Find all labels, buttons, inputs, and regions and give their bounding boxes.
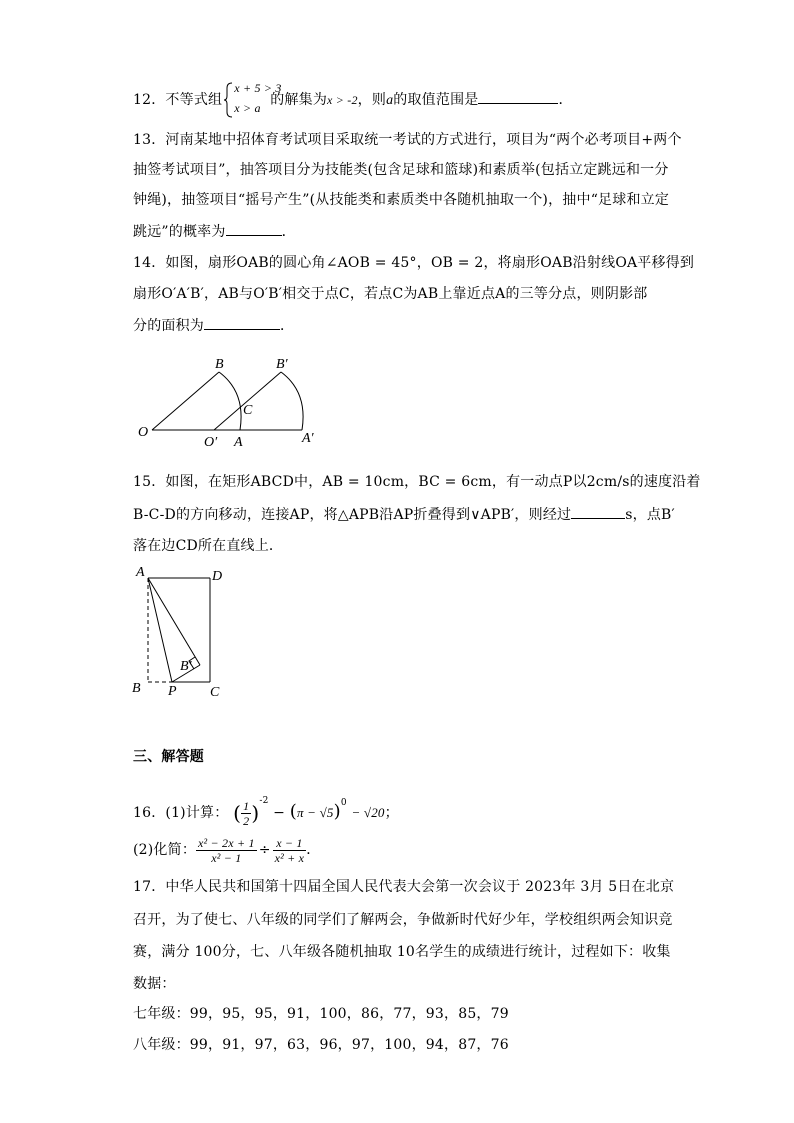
- inequality-system: [224, 81, 282, 118]
- q12-suffix1: ，则: [357, 92, 387, 108]
- segment-opbp: [214, 372, 281, 430]
- frac2-num: x − 1: [273, 836, 307, 851]
- inequality-2: x > a: [234, 101, 261, 115]
- section-heading: 三、解答题: [133, 749, 204, 765]
- q16-part-2: [133, 833, 320, 867]
- q13-line-4-text: 跳远”的概率为: [133, 224, 226, 240]
- half-num: 1: [243, 798, 250, 813]
- fraction-half: [241, 799, 251, 828]
- q13-line-4: [133, 221, 296, 242]
- arc-apbp: [281, 372, 303, 430]
- question-12: [133, 82, 573, 118]
- q17-line-3: 赛，满分 100分，七、八年级各随机抽取 10名学生的成绩进行统计，过程如下：收集: [133, 944, 671, 960]
- root20-term: − √20: [351, 805, 385, 820]
- q17-line-4: 数据：: [133, 976, 176, 992]
- q15-line-1: 15．如图，在矩形ABCD中，AB = 10cm，BC = 6cm，有一动点P以2cm/s的速度沿着: [133, 474, 701, 490]
- fraction-2: [273, 836, 307, 865]
- segment-ob: [152, 372, 219, 430]
- label-a: A: [234, 435, 243, 450]
- arc-ab: [219, 372, 241, 430]
- sector-figure: [138, 352, 328, 452]
- q14-line-1: 14．如图，扇形OAB的圆心角∠AOB = 45°，OB = 2，将扇形OAB沿射线OA平移得到: [133, 255, 695, 271]
- q16-part-1: [133, 786, 399, 828]
- q16-p2-prefix: (2)化简：: [133, 842, 197, 858]
- grade8-data: 八年级：99，91，97，63，96，97，100，94，87，76: [133, 1037, 509, 1053]
- exp-zero: 0: [340, 798, 347, 808]
- pi-minus-root5: π − √5: [297, 805, 334, 820]
- answer-blank[interactable]: [226, 221, 282, 236]
- minus-sign: −: [273, 805, 286, 821]
- paren-open-2: (: [289, 801, 297, 822]
- frac2-den: x² + x: [274, 850, 305, 865]
- answer-blank[interactable]: [478, 89, 558, 104]
- paren-close-2: ): [333, 801, 341, 822]
- grade7-data: 七年级：99，95，95，91，100，86，77，93，85，79: [133, 1006, 509, 1022]
- frac1-num: x² − 2x + 1: [198, 835, 255, 850]
- q13-end: ．: [281, 224, 296, 240]
- q12-prefix: 12．不等式组: [133, 92, 223, 108]
- q17-line-1: 17．中华人民共和国第十四届全国人民代表大会第一次会议于 2023年 3月 5日在北京: [133, 879, 675, 895]
- q15-line-2: [133, 504, 675, 525]
- divide-sign: ÷: [258, 842, 271, 858]
- label-d: D: [212, 569, 223, 584]
- frac1-den: x² − 1: [211, 850, 242, 865]
- fraction-1: [196, 836, 257, 865]
- q12-end: ．: [558, 92, 573, 108]
- label-b-prime: B′: [276, 357, 288, 372]
- q14-line-2: 扇形O′A′B′，AB与O′B′相交于点C，若点C为AB上靠近点A的三等分点，则阴影部: [133, 286, 648, 302]
- exp-neg2: -2: [259, 796, 269, 806]
- q16-p1-end: ；: [384, 805, 399, 821]
- q15-line-2-text: B-C-D的方向移动，连接AP，将△APB沿AP折叠得到∨APB′，则经过: [133, 507, 572, 523]
- q14-end: ．: [280, 318, 295, 334]
- brace-icon: [224, 82, 234, 118]
- q16-p1-prefix: 16．(1)计算：: [133, 805, 229, 821]
- label-c: C: [243, 403, 253, 418]
- q15-line-2-tail: s，点B′: [625, 507, 675, 523]
- q14-line-3-text: 分的面积为: [133, 318, 204, 334]
- label-o-prime: O′: [204, 435, 218, 450]
- label-a-prime: A′: [302, 431, 314, 446]
- label-b: B: [215, 357, 224, 372]
- paren-open: (: [233, 801, 242, 825]
- q12-var: a: [386, 93, 394, 108]
- q14-line-3: [133, 315, 294, 336]
- q12-solution: x > -2: [327, 93, 358, 107]
- q16-p2-end: ．: [306, 842, 321, 858]
- segment-abp: [148, 578, 200, 665]
- label-a: A: [136, 565, 145, 580]
- label-c: C: [210, 685, 220, 700]
- q12-mid: 的解集为: [270, 92, 328, 108]
- q13-line-1: 13．河南某地中招体育考试项目采取统一考试的方式进行，项目为“两个必考项目+两个: [133, 132, 682, 148]
- label-o: O: [138, 425, 149, 440]
- q17-line-2: 召开，为了使七、八年级的同学们了解两会，争做新时代好少年，学校组织两会知识竞: [133, 912, 673, 928]
- q15-line-3: 落在边CD所在直线上．: [133, 538, 284, 554]
- segment-ap: [148, 578, 172, 682]
- q12-suffix2: 的取值范围是: [393, 92, 479, 108]
- q13-line-3: 钟绳)，抽签项目“摇号产生”(从技能类和素质类中各随机抽取一个)，抽中“足球和立定: [133, 192, 670, 208]
- rectangle-figure: [128, 562, 238, 702]
- label-b-prime: B′: [180, 659, 192, 674]
- paren-close: ): [251, 801, 260, 825]
- answer-blank[interactable]: [204, 315, 280, 330]
- q13-line-2: 抽签考试项目”，抽答项目分为技能类(包含足球和篮球)和素质举(包括立定跳远和一分: [133, 162, 669, 178]
- label-b: B: [132, 681, 141, 696]
- answer-blank[interactable]: [571, 504, 625, 519]
- half-den: 2: [243, 813, 250, 828]
- label-p: P: [168, 684, 177, 699]
- inequality-1: x + 5 > 3: [234, 81, 282, 95]
